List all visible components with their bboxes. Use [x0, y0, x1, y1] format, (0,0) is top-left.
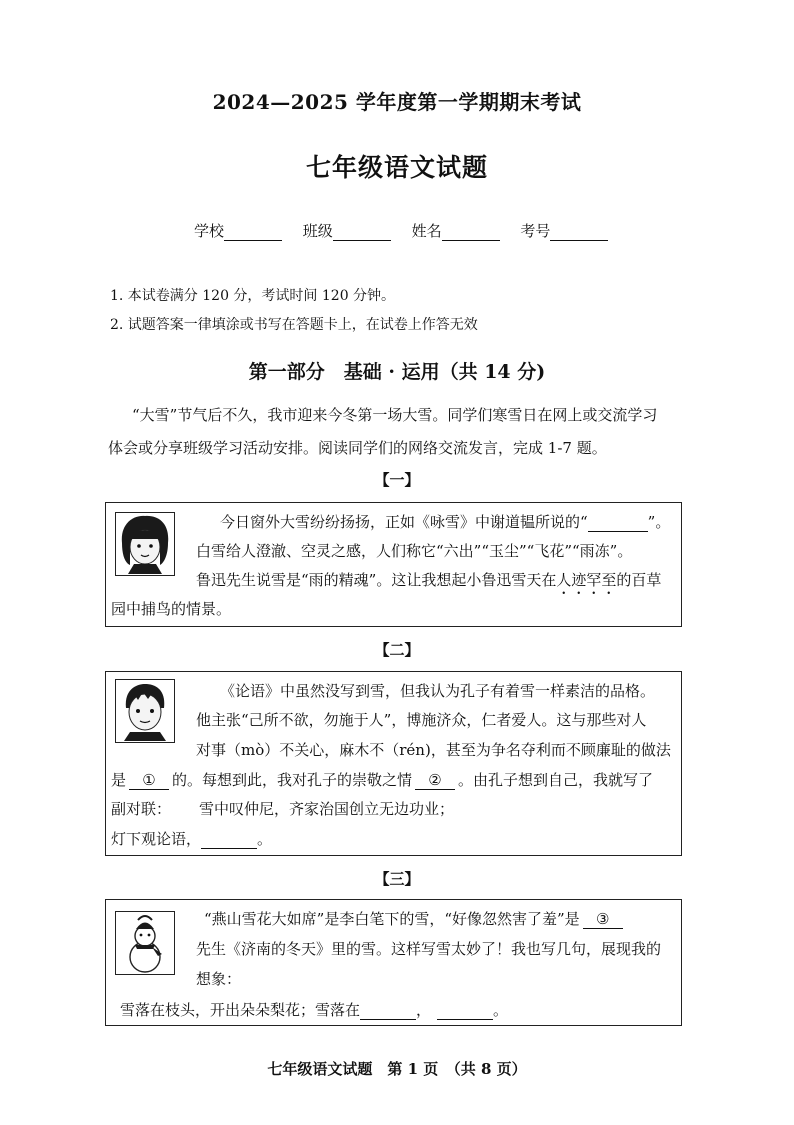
section2-line-4: 是 ① 的。每想到此，我对孔子的崇敬之情 ② 。由孔子想到自己，我就写了 — [111, 771, 654, 789]
section1-line-3: 鲁迅先生说雪是“雨的精魂”。这让我想起小鲁迅雪天在人迹罕至的百草 — [196, 571, 662, 589]
couplet-blank[interactable] — [201, 832, 257, 849]
section1-line-4: 园中捕鸟的情景。 — [111, 600, 232, 618]
section2-line-6: 灯下观论语， 。 — [111, 830, 273, 848]
imagination-blank-1[interactable] — [360, 1003, 416, 1020]
note-2: 2. 试题答案一律填涂或书写在答题卡上，在试卷上作答无效 — [110, 317, 478, 333]
part1-title: 第一部分 基础 · 运用（共 14 分) — [248, 361, 546, 383]
page-footer: 七年级语文试题 第 1 页 （共 8 页） — [267, 1060, 527, 1078]
section3-box — [105, 899, 682, 1026]
section1-line-2: 白雪给人澄澈、空灵之感，人们称它“六出”“玉尘”“飞花”“雨冻”。 — [196, 542, 633, 560]
section2-heading: 【二】 — [374, 641, 420, 659]
section3-line-3: 想象： — [196, 970, 242, 988]
boy-avatar-icon — [115, 679, 175, 743]
note-1: 1. 本试卷满分 120 分，考试时间 120 分钟。 — [110, 288, 396, 304]
name-blank[interactable] — [442, 224, 500, 241]
school-blank[interactable] — [224, 224, 282, 241]
section2-line-2: 他主张“己所不欲，勿施于人”，博施济众，仁者爱人。这与那些对人 — [196, 711, 647, 729]
student-info-fields — [194, 220, 608, 241]
section2-line-3: 对事（mò）不关心，麻木不（rén)，甚至为争名夺利而不顾廉耻的做法 — [196, 741, 671, 759]
subject-title: 七年级语文试题 — [305, 153, 488, 182]
poem-blank[interactable] — [588, 515, 648, 532]
section1-heading: 【一】 — [374, 471, 420, 489]
blank-1[interactable]: ① — [129, 771, 169, 790]
blank-2[interactable]: ② — [415, 771, 455, 790]
section2-line-5: 副对联： 雪中叹仲尼，齐家治国创立无边功业； — [111, 800, 455, 818]
section3-heading: 【三】 — [374, 870, 420, 888]
section3-line-2: 先生《济南的冬天》里的雪。这样写雪太妙了！我也写几句，展现我的 — [196, 940, 662, 958]
section3-line-4: 雪落在枝头，开出朵朵梨花；雪落在 ， 。 — [120, 1001, 509, 1019]
section2-line-1: 《论语》中虽然没写到雪，但我认为孔子有着雪一样素洁的品格。 — [220, 682, 656, 700]
school-label: 学校 — [194, 222, 225, 240]
exam-title: 2024—2025 学年度第一学期期末考试 — [212, 90, 582, 114]
blank-3[interactable]: ③ — [583, 910, 623, 929]
imagination-blank-2[interactable] — [437, 1003, 493, 1020]
section1-box — [105, 502, 682, 627]
section1-line-1: 今日窗外大雪纷纷扬扬，正如《咏雪》中谢道韫所说的“ ”。 — [220, 513, 671, 531]
name-label: 姓名 — [411, 222, 442, 240]
section3-line-1: “燕山雪花大如席”是李白笔下的雪，“好像忽然害了羞”是 ③ — [204, 908, 623, 929]
number-label: 考号 — [520, 222, 551, 240]
intro-line-1: “大雪”节气后不久，我市迎来今冬第一场大雪。同学们寒雪日在网上或交流学习 — [132, 406, 658, 424]
intro-line-2: 体会或分享班级学习活动安排。阅读同学们的网络交流发言，完成 1-7 题。 — [108, 439, 607, 457]
girl-avatar-icon — [115, 512, 175, 576]
number-blank[interactable] — [550, 224, 608, 241]
snowman-avatar-icon — [115, 911, 175, 975]
class-label: 班级 — [302, 222, 333, 240]
section2-box — [105, 671, 682, 856]
dotted-word: 人迹罕至 — [556, 571, 617, 589]
class-blank[interactable] — [333, 224, 391, 241]
